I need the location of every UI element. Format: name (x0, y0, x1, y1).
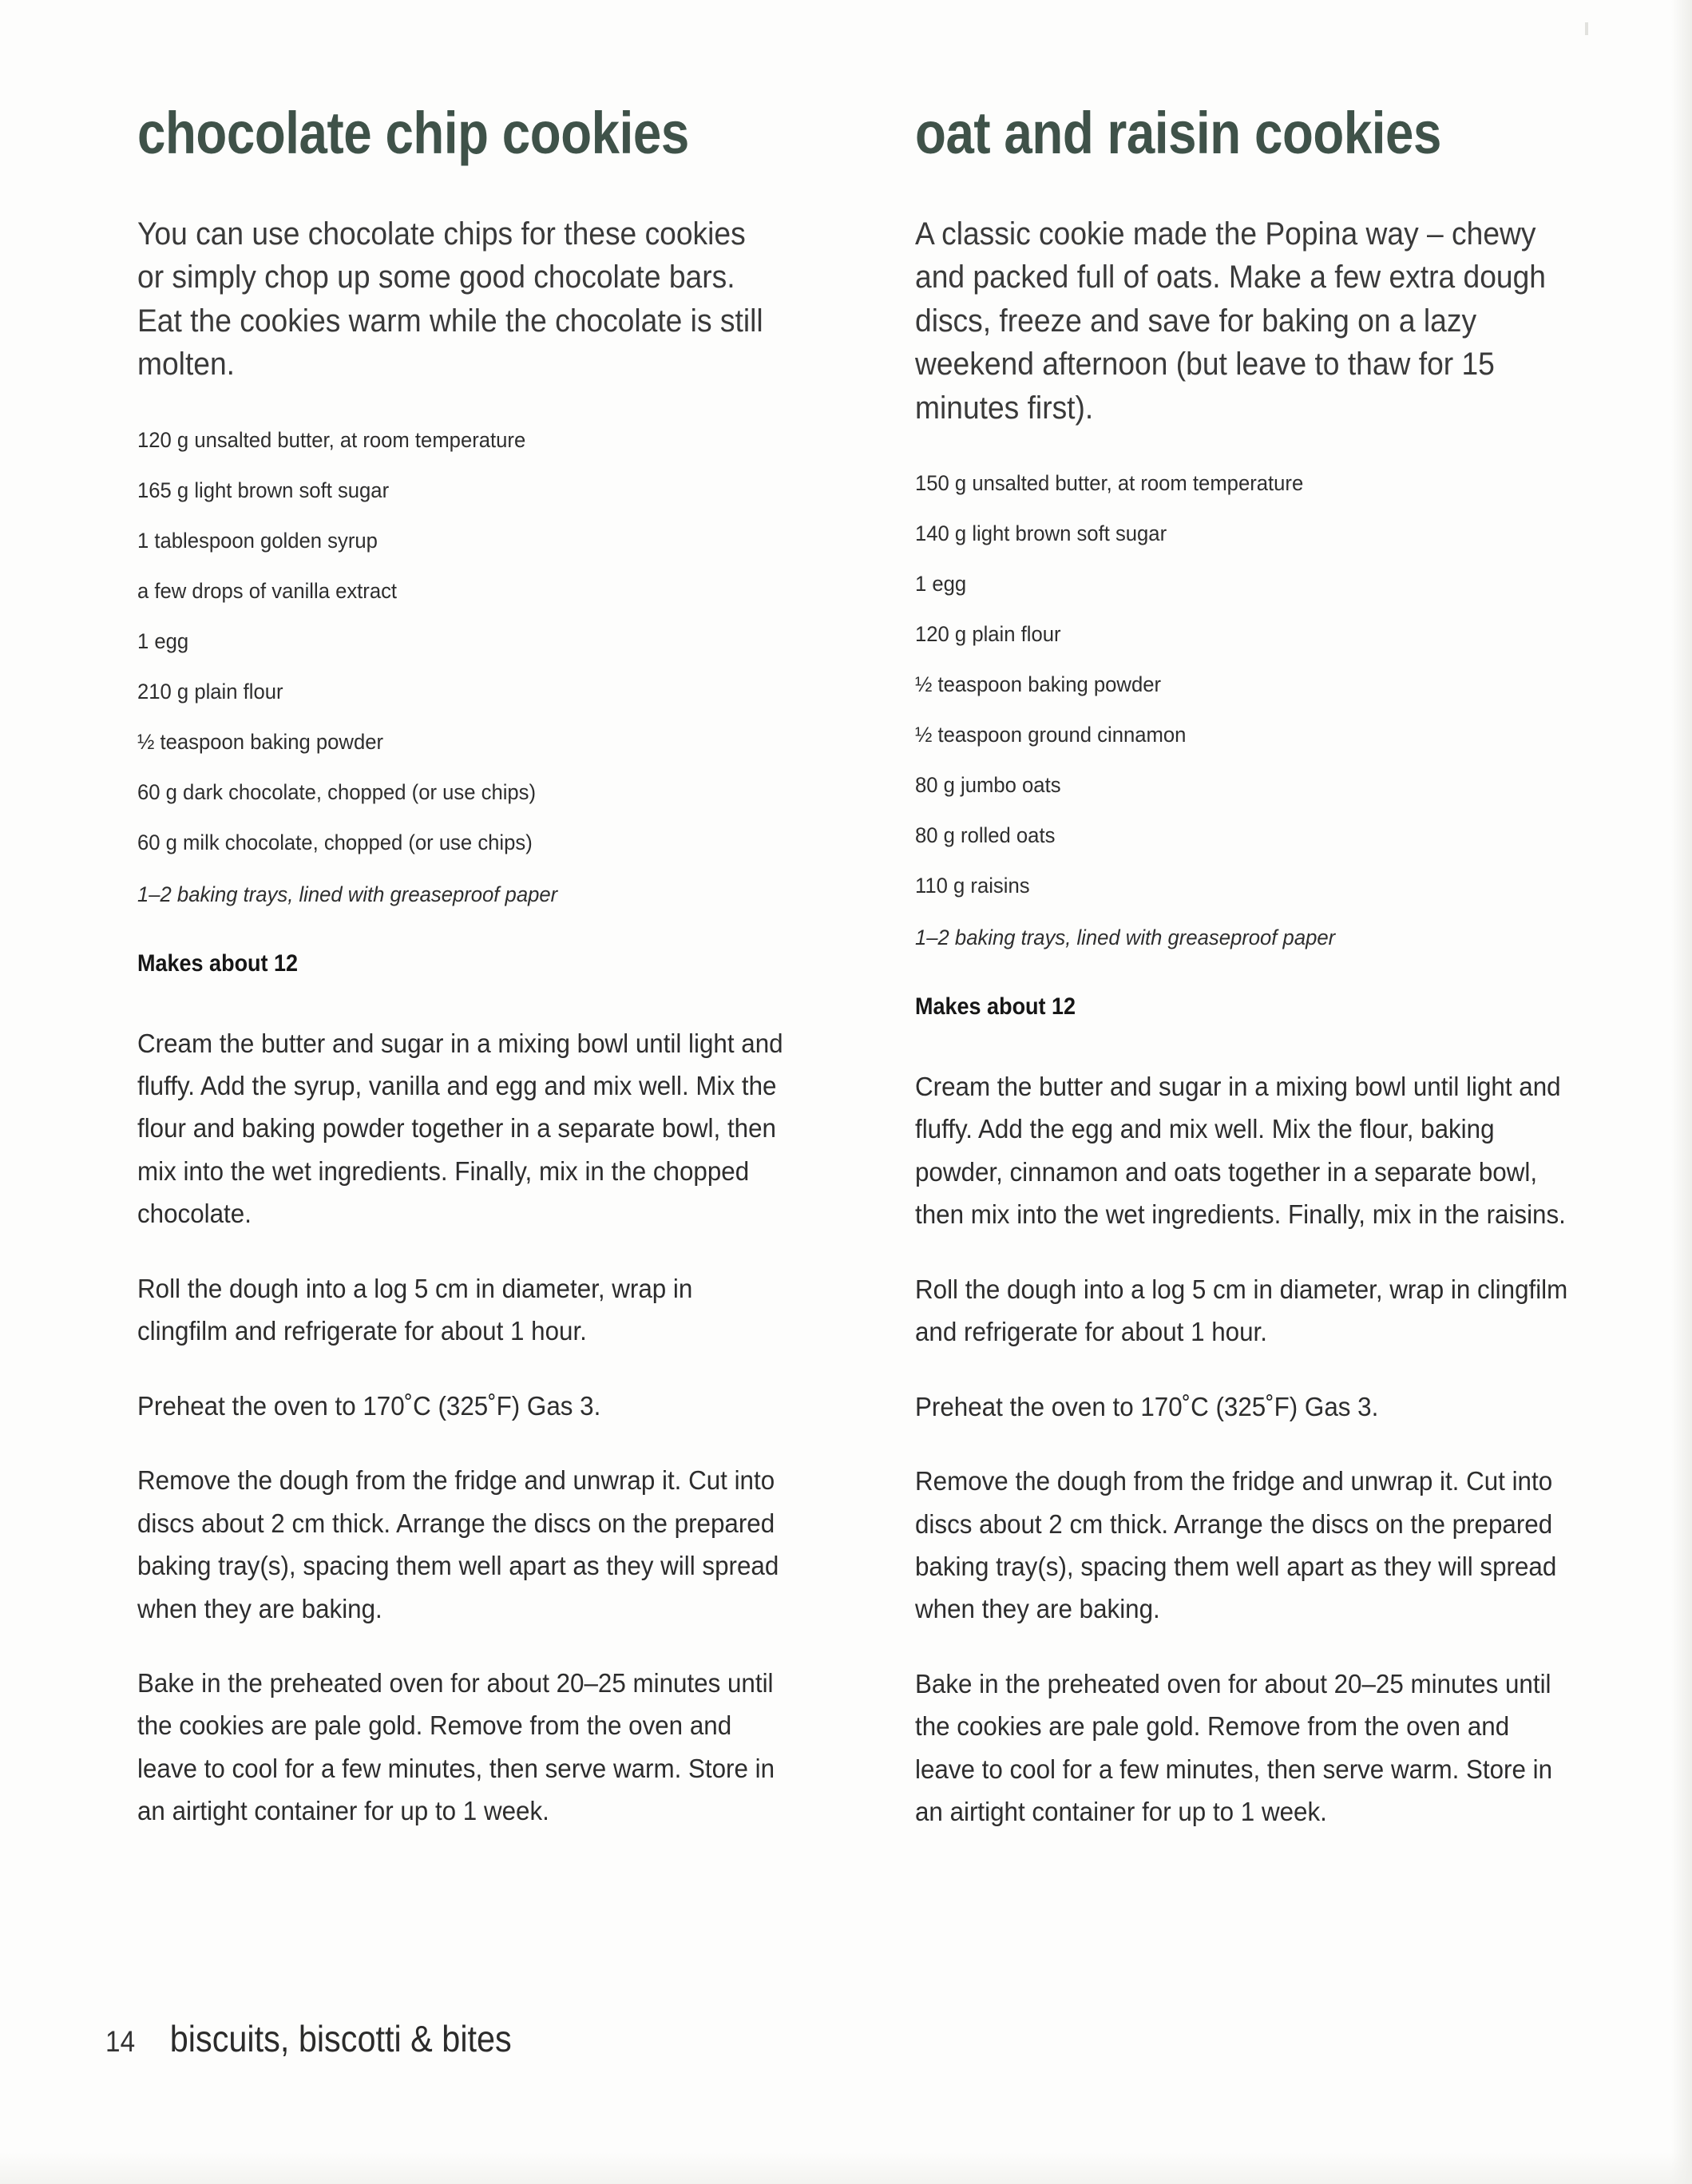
recipe-intro-chocolate-chip-cookies: You can use chocolate chips for these cookies or simply chop up some good chocolate bars. Eat the cookies warm while the chocolate is still molten. (137, 216, 763, 382)
list-item: 1 egg (914, 571, 966, 596)
method-paragraph: Cream the butter and sugar in a mixing bowl until light and fluffy. Add the egg and mix well. Mix the flour, baking powder, cinnamon and oats together in a separate bowl, then mix into the wet ingredients. Finally, mix in the raisins. (914, 1071, 1566, 1230)
ingredient-list-chocolate-chip-cookies (137, 427, 819, 854)
list-item: 140 g light brown soft sugar (914, 521, 1167, 545)
list-item: 80 g rolled oats (914, 822, 1056, 847)
list-item: a few drops of vanilla extract (137, 578, 398, 603)
method-paragraph: Cream the butter and sugar in a mixing bowl until light and fluffy. Add the syrup, vanilla and egg and mix well. Mix the flour and baking powder together in a separate bowl, then mix into the wet ingredients. Finally, mix in the chopped chocolate. (137, 1028, 783, 1229)
list-item: 60 g dark chocolate, chopped (or use chips) (137, 779, 537, 804)
list-item: 120 g unsalted butter, at room temperature (137, 427, 526, 452)
list-item: ½ teaspoon baking powder (914, 672, 1161, 696)
list-item: ½ teaspoon ground cinnamon (914, 722, 1187, 747)
method-paragraph: Roll the dough into a log 5 cm in diameter, wrap in clingfilm and refrigerate for about 1 hour. (914, 1274, 1567, 1347)
recipe-column-oat-and-raisin-cookies (867, 100, 1604, 2184)
page-title-chocolate-chip-cookies: chocolate chip cookies (137, 100, 689, 166)
method-paragraph: Remove the dough from the fridge and unwrap it. Cut into discs about 2 cm thick. Arrange the discs on the prepared baking tray(s), spacing them well apart as they will spread when they are baking. (914, 1466, 1556, 1624)
yield-label-chocolate-chip-cookies: Makes about 12 (137, 949, 299, 977)
list-item: 1 egg (137, 628, 189, 653)
yield-label-oat-and-raisin-cookies: Makes about 12 (914, 993, 1076, 1020)
method-paragraph: Preheat the oven to 170˚C (325˚F) Gas 3. (137, 1390, 601, 1421)
method-steps-chocolate-chip-cookies (137, 1022, 819, 1833)
list-item: 80 g jumbo oats (914, 772, 1061, 797)
ingredient-list-oat-and-raisin-cookies (914, 470, 1604, 898)
method-paragraph: Remove the dough from the fridge and unwrap it. Cut into discs about 2 cm thick. Arrange the discs on the prepared baking tray(s), spacing them well apart as they will spread when they are baking. (137, 1465, 779, 1623)
page-number: 14 (105, 2025, 136, 2058)
list-item: 150 g unsalted butter, at room temperature (914, 470, 1303, 495)
chapter-title: biscuits, biscotti & bites (169, 2018, 512, 2059)
method-steps-oat-and-raisin-cookies (915, 1065, 1604, 1833)
method-paragraph: Roll the dough into a log 5 cm in diameter, wrap in clingfilm and refrigerate for about 1 hour. (137, 1273, 693, 1346)
equipment-note-oat-and-raisin-cookies: 1–2 baking trays, lined with greaseproof paper (914, 925, 1335, 949)
list-item: 110 g raisins (914, 873, 1030, 898)
page-title-oat-and-raisin-cookies: oat and raisin cookies (914, 100, 1441, 166)
page-footer (104, 2017, 531, 2060)
list-item: 1 tablespoon golden syrup (137, 528, 378, 553)
list-item: 120 g plain flour (914, 621, 1061, 646)
method-paragraph: Bake in the preheated oven for about 20–25 minutes until the cookies are pale gold. Remove from the oven and leave to cool for a few minutes, then serve warm. Store in an airtight container for up to 1 week. (914, 1668, 1552, 1827)
list-item: 165 g light brown soft sugar (137, 478, 390, 502)
list-item: 60 g milk chocolate, chopped (or use chips) (137, 830, 533, 854)
method-paragraph: Preheat the oven to 170˚C (325˚F) Gas 3. (914, 1391, 1378, 1421)
list-item: 210 g plain flour (137, 679, 283, 704)
recipe-intro-oat-and-raisin-cookies: A classic cookie made the Popina way – chewy and packed full of oats. Make a few extra dough discs, freeze and save for baking on a lazy weekend afternoon (but leave to thaw for 15 minutes first). (914, 216, 1546, 426)
method-paragraph: Bake in the preheated oven for about 20–25 minutes until the cookies are pale gold. Remove from the oven and leave to cool for a few minutes, then serve warm. Store in an airtight container for up to 1 week. (137, 1668, 775, 1826)
list-item: ½ teaspoon baking powder (137, 729, 384, 754)
equipment-note-chocolate-chip-cookies: 1–2 baking trays, lined with greaseproof paper (137, 882, 558, 906)
recipe-column-chocolate-chip-cookies (137, 100, 867, 2184)
